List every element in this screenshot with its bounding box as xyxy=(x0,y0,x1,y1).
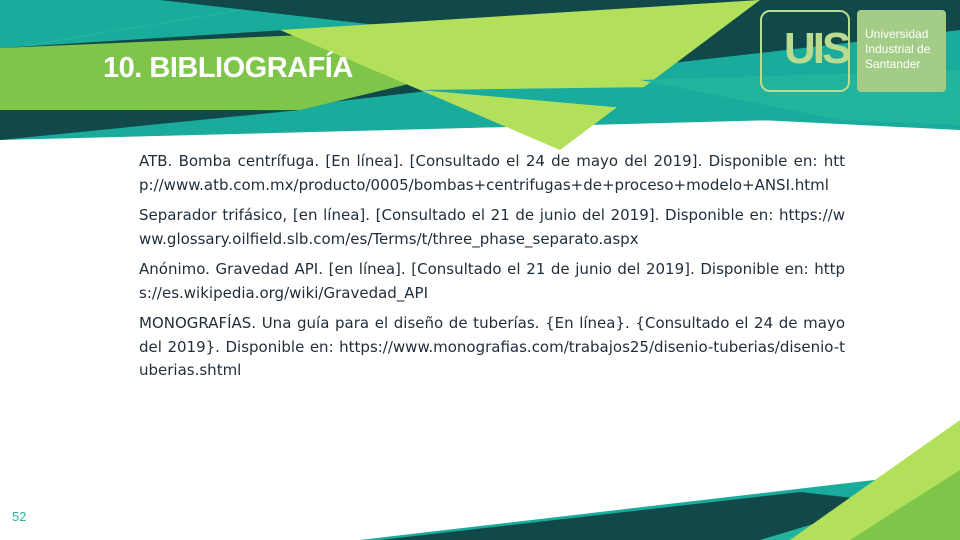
bibliography-entry: MONOGRAFÍAS. Una guía para el diseño de tuberías. {En línea}. {Consultado el 24 de mayo del 2019}. Disponible en: https://www.monografias.com/trabajos25/disenio-tuberias/disenio-tuberias.shtml xyxy=(139,314,845,379)
university-name-line: Universidad xyxy=(865,27,929,41)
slide-title: 10. BIBLIOGRAFÍA xyxy=(103,52,353,84)
university-name-line: Industrial de xyxy=(865,42,931,56)
bibliography-list xyxy=(139,150,845,390)
page-number: 52 xyxy=(12,509,27,524)
bibliography-entry: ATB. Bomba centrífuga. [En línea]. [Consultado el 24 de mayo del 2019]. Disponible en: http://www.atb.com.mx/producto/0005/bombas+centrifugas+de+proceso+modelo+ANSI.html xyxy=(139,152,845,194)
bibliography-entry: Anónimo. Gravedad API. [en línea]. [Consultado el 21 de junio del 2019]. Disponible en: https://es.wikipedia.org/wiki/Gravedad_API xyxy=(139,260,845,302)
university-name-line: Santander xyxy=(865,57,921,71)
logo-mark: UIS xyxy=(784,24,849,73)
university-name-box xyxy=(857,10,946,92)
university-logo xyxy=(760,10,850,92)
university-name xyxy=(865,27,945,72)
bibliography-entry: Separador trifásico, [en línea]. [Consultado el 21 de junio del 2019]. Disponible en: https://www.glossary.oilfield.slb.com/es/Terms/t/three_phase_separato.aspx xyxy=(139,206,845,248)
